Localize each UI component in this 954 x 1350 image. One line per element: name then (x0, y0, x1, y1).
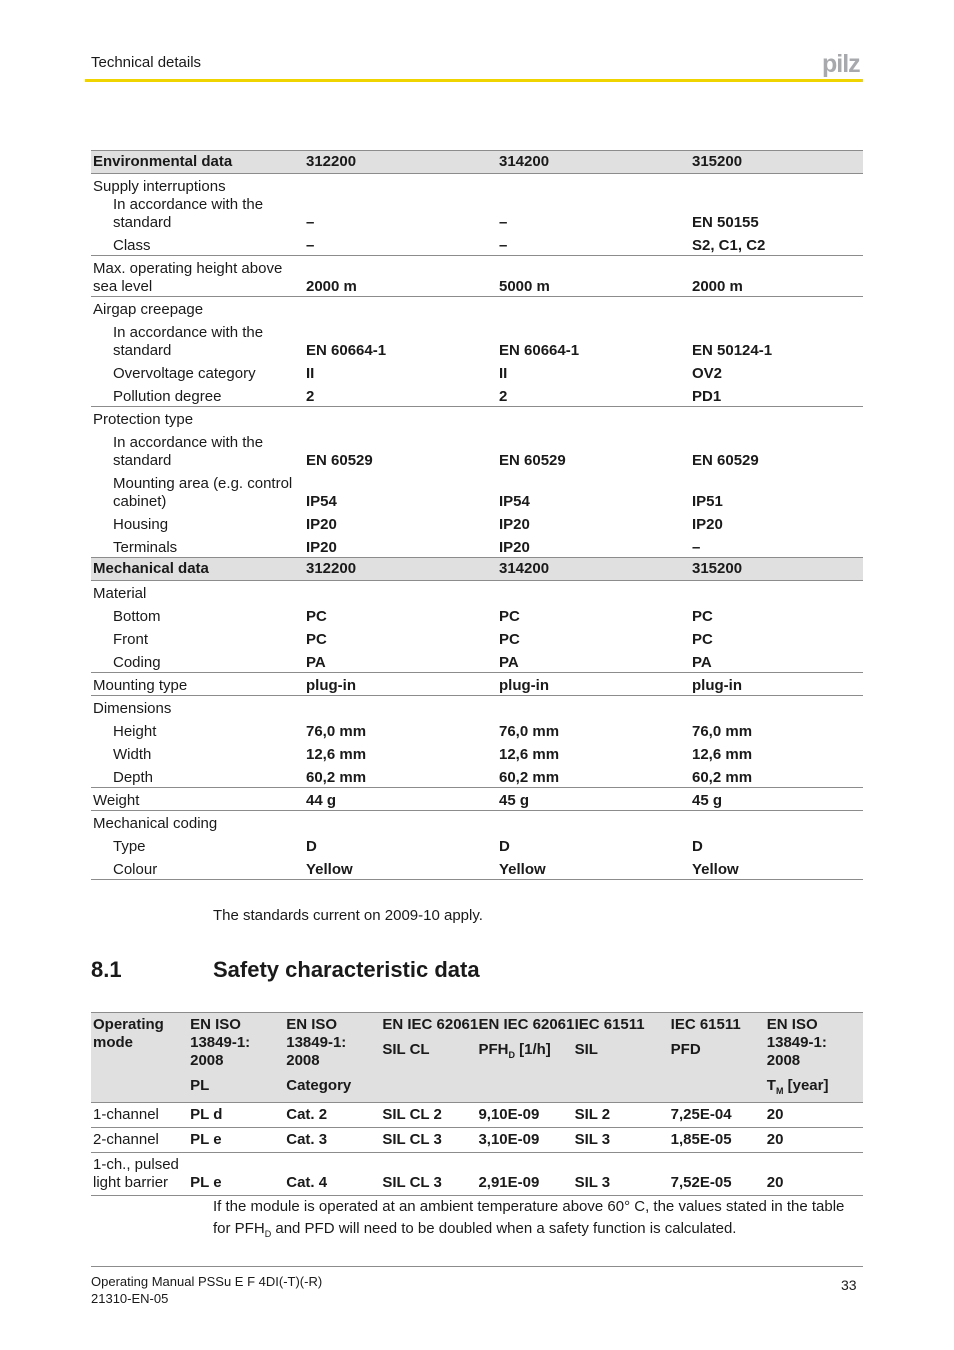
environmental-mechanical-table (91, 150, 863, 880)
header-cell: EN IEC 62061 SIL CL (382, 1013, 478, 1103)
table-row: Type D D D (113, 838, 703, 855)
table-row: 2-channel PL e Cat. 3 SIL CL 3 3,10E-09 SIL 3 1,85E-05 20 (91, 1128, 863, 1153)
table-row: Front PC PC PC (113, 631, 713, 648)
header-cell: IEC 61511 SIL (575, 1013, 671, 1103)
table-row: Width 12,6 mm 12,6 mm 12,6 mm (113, 746, 753, 763)
table-row: Dimensions (93, 700, 172, 717)
table-row: Height 76,0 mm 76,0 mm 76,0 mm (113, 723, 753, 740)
footer-info (91, 1273, 322, 1307)
table-row: Mounting area (e.g. control cabinet) IP54 IP54 IP51 (113, 475, 723, 510)
table-row: Terminals IP20 IP20 – (113, 539, 701, 556)
header-cell: IEC 61511 PFD (671, 1013, 767, 1103)
section-title: Safety characteristic data (213, 957, 480, 982)
table-row: Class – – S2, C1, C2 (91, 232, 863, 256)
manual-title: Operating Manual PSSu E F 4DI(-T)(-R) (91, 1274, 323, 1289)
header-rule (85, 79, 863, 82)
header-cell: EN ISO 13849-1: 2008 $T_M$ [year] (767, 1013, 863, 1103)
header-cell: EN ISO 13849-1: 2008 PL (190, 1013, 286, 1103)
pilz-logo: pilz (822, 50, 860, 78)
table-row: Coding PA PA PA (91, 649, 863, 673)
header-cell: EN ISO 13849-1: 2008 Category (286, 1013, 382, 1103)
section-number: 8.1 (91, 957, 122, 982)
footer-rule (91, 1266, 863, 1267)
table-row: Mounting type plug-in plug-in plug-in (91, 673, 863, 696)
safety-header-row (91, 1013, 863, 1103)
table-row: Bottom PC PC PC (113, 608, 713, 625)
mech-header-row: Mechanical data 312200 314200 315200 (91, 558, 863, 581)
document-number: 21310-EN-05 (91, 1291, 169, 1306)
env-header-row: Environmental data 312200 314200 315200 (91, 151, 863, 174)
table-row: In accordance with the standard EN 60529 EN 60529 EN 60529 (113, 434, 759, 469)
standards-note: The standards current on 2009-10 apply. (213, 907, 483, 924)
running-header: Technical details (91, 54, 202, 71)
temperature-note: If the module is operated at an ambient temperature above 60° C, the values stated in the table for $PFH_D$ and PFD will need to be doubled when a safety function is calculated. (213, 1198, 845, 1239)
table-row: Airgap creepage (93, 301, 204, 318)
table-row: Overvoltage category II II OV2 (113, 365, 723, 382)
table-row: Material (93, 585, 147, 602)
header-cell: EN IEC 62061 $PFH_D$ [1/h] (478, 1013, 574, 1103)
table-row: Mechanical coding (93, 815, 218, 832)
table-row: 1-ch., pulsed light barrier PL e Cat. 4 SIL CL 3 2,91E-09 SIL 3 7,52E-05 20 (91, 1153, 863, 1196)
page-number: 33 (841, 1277, 857, 1293)
table-row: In accordance with the standard – – EN 50155 (113, 196, 759, 231)
header-cell: Operating mode (91, 1013, 190, 1103)
table-row: 1-channel PL d Cat. 2 SIL CL 2 9,10E-09 SIL 2 7,25E-04 20 (91, 1103, 863, 1128)
table-row: Supply interruptions (93, 178, 226, 195)
table-row: Pollution degree 2 2 PD1 (91, 383, 863, 407)
table-row: In accordance with the standard EN 60664-1 EN 60664-1 EN 50124-1 (113, 324, 773, 359)
table-row: Max. operating height above sea level 2000 m 5000 m 2000 m (91, 256, 863, 297)
table-row: Housing IP20 IP20 IP20 (113, 516, 723, 533)
table-row: Protection type (93, 411, 194, 428)
table-row: Colour Yellow Yellow Yellow (91, 856, 863, 880)
table-row: Weight 44 g 45 g 45 g (91, 788, 863, 811)
table-row: Depth 60,2 mm 60,2 mm 60,2 mm (91, 764, 863, 788)
safety-characteristics-table (91, 1012, 863, 1196)
